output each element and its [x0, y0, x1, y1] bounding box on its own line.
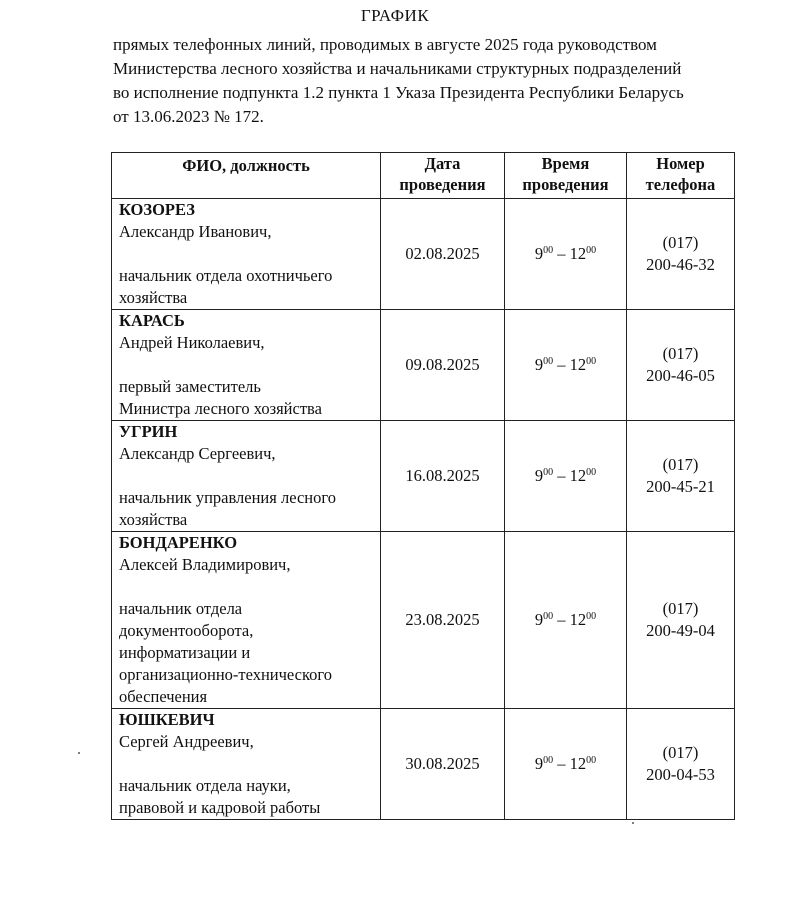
official-given-name: Александр Иванович,: [119, 222, 272, 241]
header-date: [381, 153, 505, 199]
header-phone: [627, 153, 735, 199]
date-cell: [381, 310, 505, 421]
official-surname: БОНДАРЕНКО: [119, 533, 238, 552]
phone-number: 200-46-05: [646, 366, 715, 385]
official-position-line: хозяйства: [119, 288, 188, 307]
table-row: [112, 421, 735, 532]
intro-line: во исполнение подпункта 1.2 пункта 1 Указа Президента Республики Беларусь: [113, 83, 684, 102]
date-value: 23.08.2025: [405, 610, 480, 629]
phone-number: 200-45-21: [646, 477, 715, 496]
header-phone-line2: телефона: [645, 175, 716, 194]
phone-code: (017): [662, 233, 699, 252]
official-cell: [112, 709, 381, 820]
scan-speck: [78, 752, 80, 754]
time-start-minutes: 00: [543, 467, 554, 478]
time-cell: [505, 709, 627, 820]
time-end-hour: 12: [569, 355, 587, 374]
time-end-minutes: 00: [586, 356, 597, 367]
header-time-line2: проведения: [522, 175, 609, 194]
official-given-name: Алексей Владимирович,: [119, 555, 291, 574]
header-phone-line1: Номер: [656, 154, 705, 173]
time-start-hour: 9: [534, 355, 544, 374]
time-end-minutes: 00: [586, 755, 597, 766]
table-row: [112, 310, 735, 421]
table-row: [112, 199, 735, 310]
official-given-name: Сергей Андреевич,: [119, 732, 254, 751]
official-position-line: начальник отдела науки,: [119, 776, 291, 795]
header-time-line1: Время: [541, 154, 590, 173]
time-separator: –: [553, 355, 570, 374]
official-surname: КАРАСЬ: [119, 311, 185, 330]
time-start-minutes: 00: [543, 611, 554, 622]
intro-line: от 13.06.2023 № 172.: [113, 107, 264, 126]
table-header-row: [112, 153, 735, 199]
time-separator: –: [553, 754, 570, 773]
official-cell: [112, 199, 381, 310]
phone-cell: [627, 310, 735, 421]
time-end-minutes: 00: [586, 245, 597, 256]
time-start-hour: 9: [534, 466, 544, 485]
phone-code: (017): [662, 344, 699, 363]
time-start-hour: 9: [534, 244, 544, 263]
cell-spacer: [119, 243, 376, 265]
cell-spacer: [119, 753, 376, 775]
time-start-minutes: 00: [543, 245, 554, 256]
date-cell: [381, 709, 505, 820]
phone-cell: [627, 199, 735, 310]
time-cell: [505, 532, 627, 709]
header-date-line2: проведения: [399, 175, 486, 194]
time-start-minutes: 00: [543, 755, 554, 766]
official-given-name: Александр Сергеевич,: [119, 444, 276, 463]
phone-number: 200-46-32: [646, 255, 715, 274]
official-cell: [112, 310, 381, 421]
official-cell: [112, 532, 381, 709]
official-position-line: информатизации и: [119, 643, 251, 662]
official-position-line: организационно-технического: [119, 665, 333, 684]
time-end-minutes: 00: [586, 467, 597, 478]
official-cell: [112, 421, 381, 532]
time-start-hour: 9: [534, 610, 544, 629]
time-cell: [505, 310, 627, 421]
time-end-hour: 12: [569, 610, 587, 629]
phone-cell: [627, 709, 735, 820]
time-end-hour: 12: [569, 244, 587, 263]
intro-line: прямых телефонных линий, проводимых в августе 2025 года руководством: [113, 35, 657, 54]
phone-cell: [627, 421, 735, 532]
official-surname: ЮШКЕВИЧ: [119, 710, 215, 729]
document-intro: [113, 33, 753, 129]
official-surname: УГРИН: [119, 422, 178, 441]
date-value: 02.08.2025: [405, 244, 480, 263]
date-cell: [381, 532, 505, 709]
time-end-minutes: 00: [586, 611, 597, 622]
scan-speck: [632, 822, 634, 824]
time-start-minutes: 00: [543, 356, 554, 367]
cell-spacer: [119, 354, 376, 376]
time-cell: [505, 421, 627, 532]
intro-line: Министерства лесного хозяйства и начальниками структурных подразделений: [113, 59, 682, 78]
phone-cell: [627, 532, 735, 709]
official-position-line: хозяйства: [119, 510, 188, 529]
schedule-table: [111, 152, 735, 820]
header-date-line1: Дата: [424, 154, 461, 173]
time-end-hour: 12: [569, 466, 587, 485]
official-position-line: документооборота,: [119, 621, 254, 640]
official-position-line: начальник управления лесного: [119, 488, 336, 507]
document-title: ГРАФИК: [360, 6, 430, 25]
header-time: [505, 153, 627, 199]
time-separator: –: [553, 610, 570, 629]
official-position-line: обеспечения: [119, 687, 208, 706]
official-position-line: Министра лесного хозяйства: [119, 399, 322, 418]
official-position-line: первый заместитель: [119, 377, 261, 396]
table-row: [112, 709, 735, 820]
date-cell: [381, 199, 505, 310]
time-end-hour: 12: [569, 754, 587, 773]
phone-number: 200-49-04: [646, 621, 715, 640]
phone-code: (017): [662, 599, 699, 618]
date-value: 30.08.2025: [405, 754, 480, 773]
phone-code: (017): [662, 455, 699, 474]
cell-spacer: [119, 576, 376, 598]
official-position-line: начальник отдела: [119, 599, 243, 618]
official-position-line: начальник отдела охотничьего: [119, 266, 333, 285]
time-separator: –: [553, 244, 570, 263]
phone-number: 200-04-53: [646, 765, 715, 784]
time-cell: [505, 199, 627, 310]
date-value: 09.08.2025: [405, 355, 480, 374]
table-row: [112, 532, 735, 709]
official-given-name: Андрей Николаевич,: [119, 333, 265, 352]
date-value: 16.08.2025: [405, 466, 480, 485]
official-surname: КОЗОРЕЗ: [119, 200, 195, 219]
cell-spacer: [119, 465, 376, 487]
date-cell: [381, 421, 505, 532]
header-name: ФИО, должность: [112, 153, 381, 199]
official-position-line: правовой и кадровой работы: [119, 798, 321, 817]
phone-code: (017): [662, 743, 699, 762]
time-separator: –: [553, 466, 570, 485]
time-start-hour: 9: [534, 754, 544, 773]
